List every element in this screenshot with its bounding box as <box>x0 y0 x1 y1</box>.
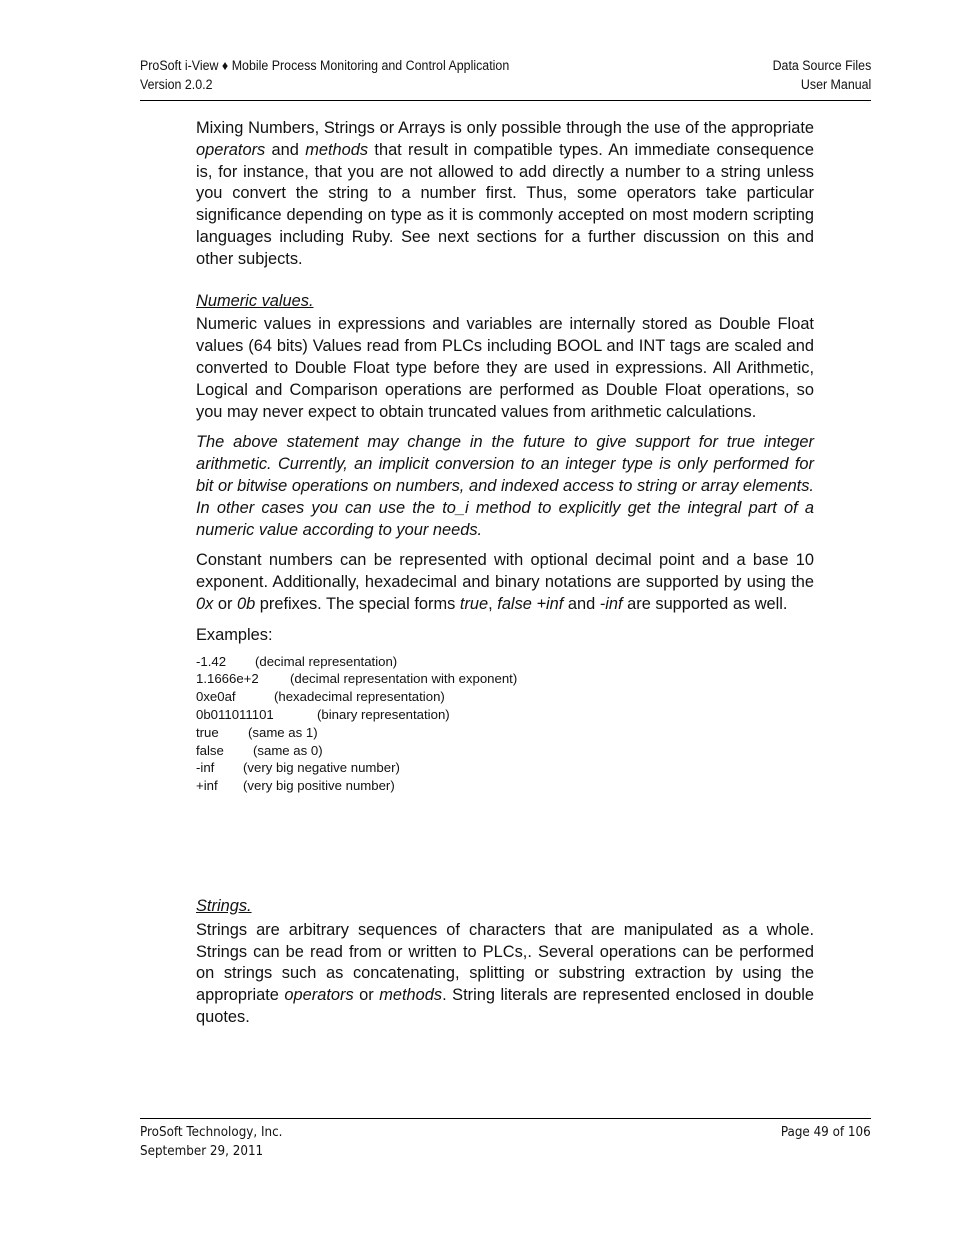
example-row <box>196 742 814 760</box>
operators-term: operators <box>196 140 266 159</box>
intro-paragraph: Mixing Numbers, Strings or Arrays is only possible through the use of the appropriate operators and methods that result in compatible types. An immediate consequence is, for instance, that you are not allowed to add directly a number to a string unless you convert the string to a number first. Thus, some operators take particular significance depending on type as it is commonly accepted on most modern scripting languages including Ruby. See next sections for a further discussion on this and other subjects. <box>196 119 814 268</box>
strings-paragraph: Strings are arbitrary sequences of characters that are manipulated as a whole. Strings can be read from or written to PLCs,. Several operations can be performed on strings such as concatenating, splitting or substring extraction by using the appropriate operators or methods. String literals are represented enclosed in double quotes. <box>196 920 815 1026</box>
example-description: (very big negative number) <box>243 760 400 776</box>
examples-label: Examples: <box>196 625 273 644</box>
example-description: (decimal representation) <box>255 653 398 669</box>
example-row <box>196 653 814 671</box>
operators-term: operators <box>284 986 354 1005</box>
page-content <box>196 118 814 1029</box>
example-row <box>196 777 814 795</box>
header-left <box>140 56 509 94</box>
header-product-title: ProSoft i-View ♦ Mobile Process Monitoring and Control Application <box>140 58 510 73</box>
example-value: +inf <box>196 778 218 794</box>
example-row <box>196 706 814 724</box>
example-value: -1.42 <box>196 653 227 669</box>
example-description: (very big positive number) <box>243 778 395 794</box>
example-value: 0b011011101 <box>196 706 274 722</box>
examples-list <box>196 653 814 795</box>
example-description: (binary representation) <box>317 706 450 722</box>
methods-term: methods <box>305 140 369 159</box>
example-row <box>196 724 814 742</box>
header-right <box>772 56 871 94</box>
footer-left <box>140 1123 282 1161</box>
example-value: false <box>196 742 224 758</box>
header-version: Version 2.0.2 <box>140 77 213 92</box>
footer-company: ProSoft Technology, Inc. <box>140 1125 283 1140</box>
methods-term: methods <box>379 986 443 1005</box>
footer-date: September 29, 2011 <box>140 1144 264 1159</box>
example-row <box>196 759 814 777</box>
header-doc-type: User Manual <box>800 77 871 92</box>
example-description: (same as 1) <box>248 724 318 740</box>
page-footer <box>140 1118 871 1159</box>
example-value: true <box>196 724 219 740</box>
strings-heading: Strings. <box>196 896 252 915</box>
footer-page-number: Page 49 of 106 <box>781 1125 871 1140</box>
example-row <box>196 670 814 688</box>
page-header <box>140 56 871 101</box>
example-description: (decimal representation with exponent) <box>290 671 518 687</box>
numeric-heading: Numeric values. <box>196 291 314 310</box>
header-section-title: Data Source Files <box>772 58 871 73</box>
numeric-paragraph-1: Numeric values in expressions and variables are internally stored as Double Float values (64 bits) Values read from PLCs including BOOL and INT tags are scaled and converted to Double Float type before they are used in expressions. All Arithmetic, Logical and Comparison operations are performed as Double Float operations, so you may never expect to obtain truncated values from arithmetic calculations. <box>196 315 814 421</box>
example-value: 1.1666e+2 <box>196 671 259 687</box>
example-row <box>196 688 814 706</box>
numeric-paragraph-3: Constant numbers can be represented with optional decimal point and a base 10 exponent. Additionally, hexadecimal and binary notations are supported by using the 0x or 0b prefixes. The special forms true, false +inf and -inf are supported as well. <box>196 551 814 613</box>
example-description: (hexadecimal representation) <box>274 689 445 705</box>
example-value: 0xe0af <box>196 689 236 705</box>
example-value: -inf <box>196 760 215 776</box>
example-description: (same as 0) <box>253 742 323 758</box>
numeric-paragraph-2: The above statement may change in the future to give support for true integer arithmetic. Currently, an implicit conversion to an integer type is only performed for bit or bitwise operations on numbers, and indexed access to string or array elements. In other cases you can use the to_i method to explicitly get the integral part of a numeric value according to your needs. <box>196 433 814 539</box>
